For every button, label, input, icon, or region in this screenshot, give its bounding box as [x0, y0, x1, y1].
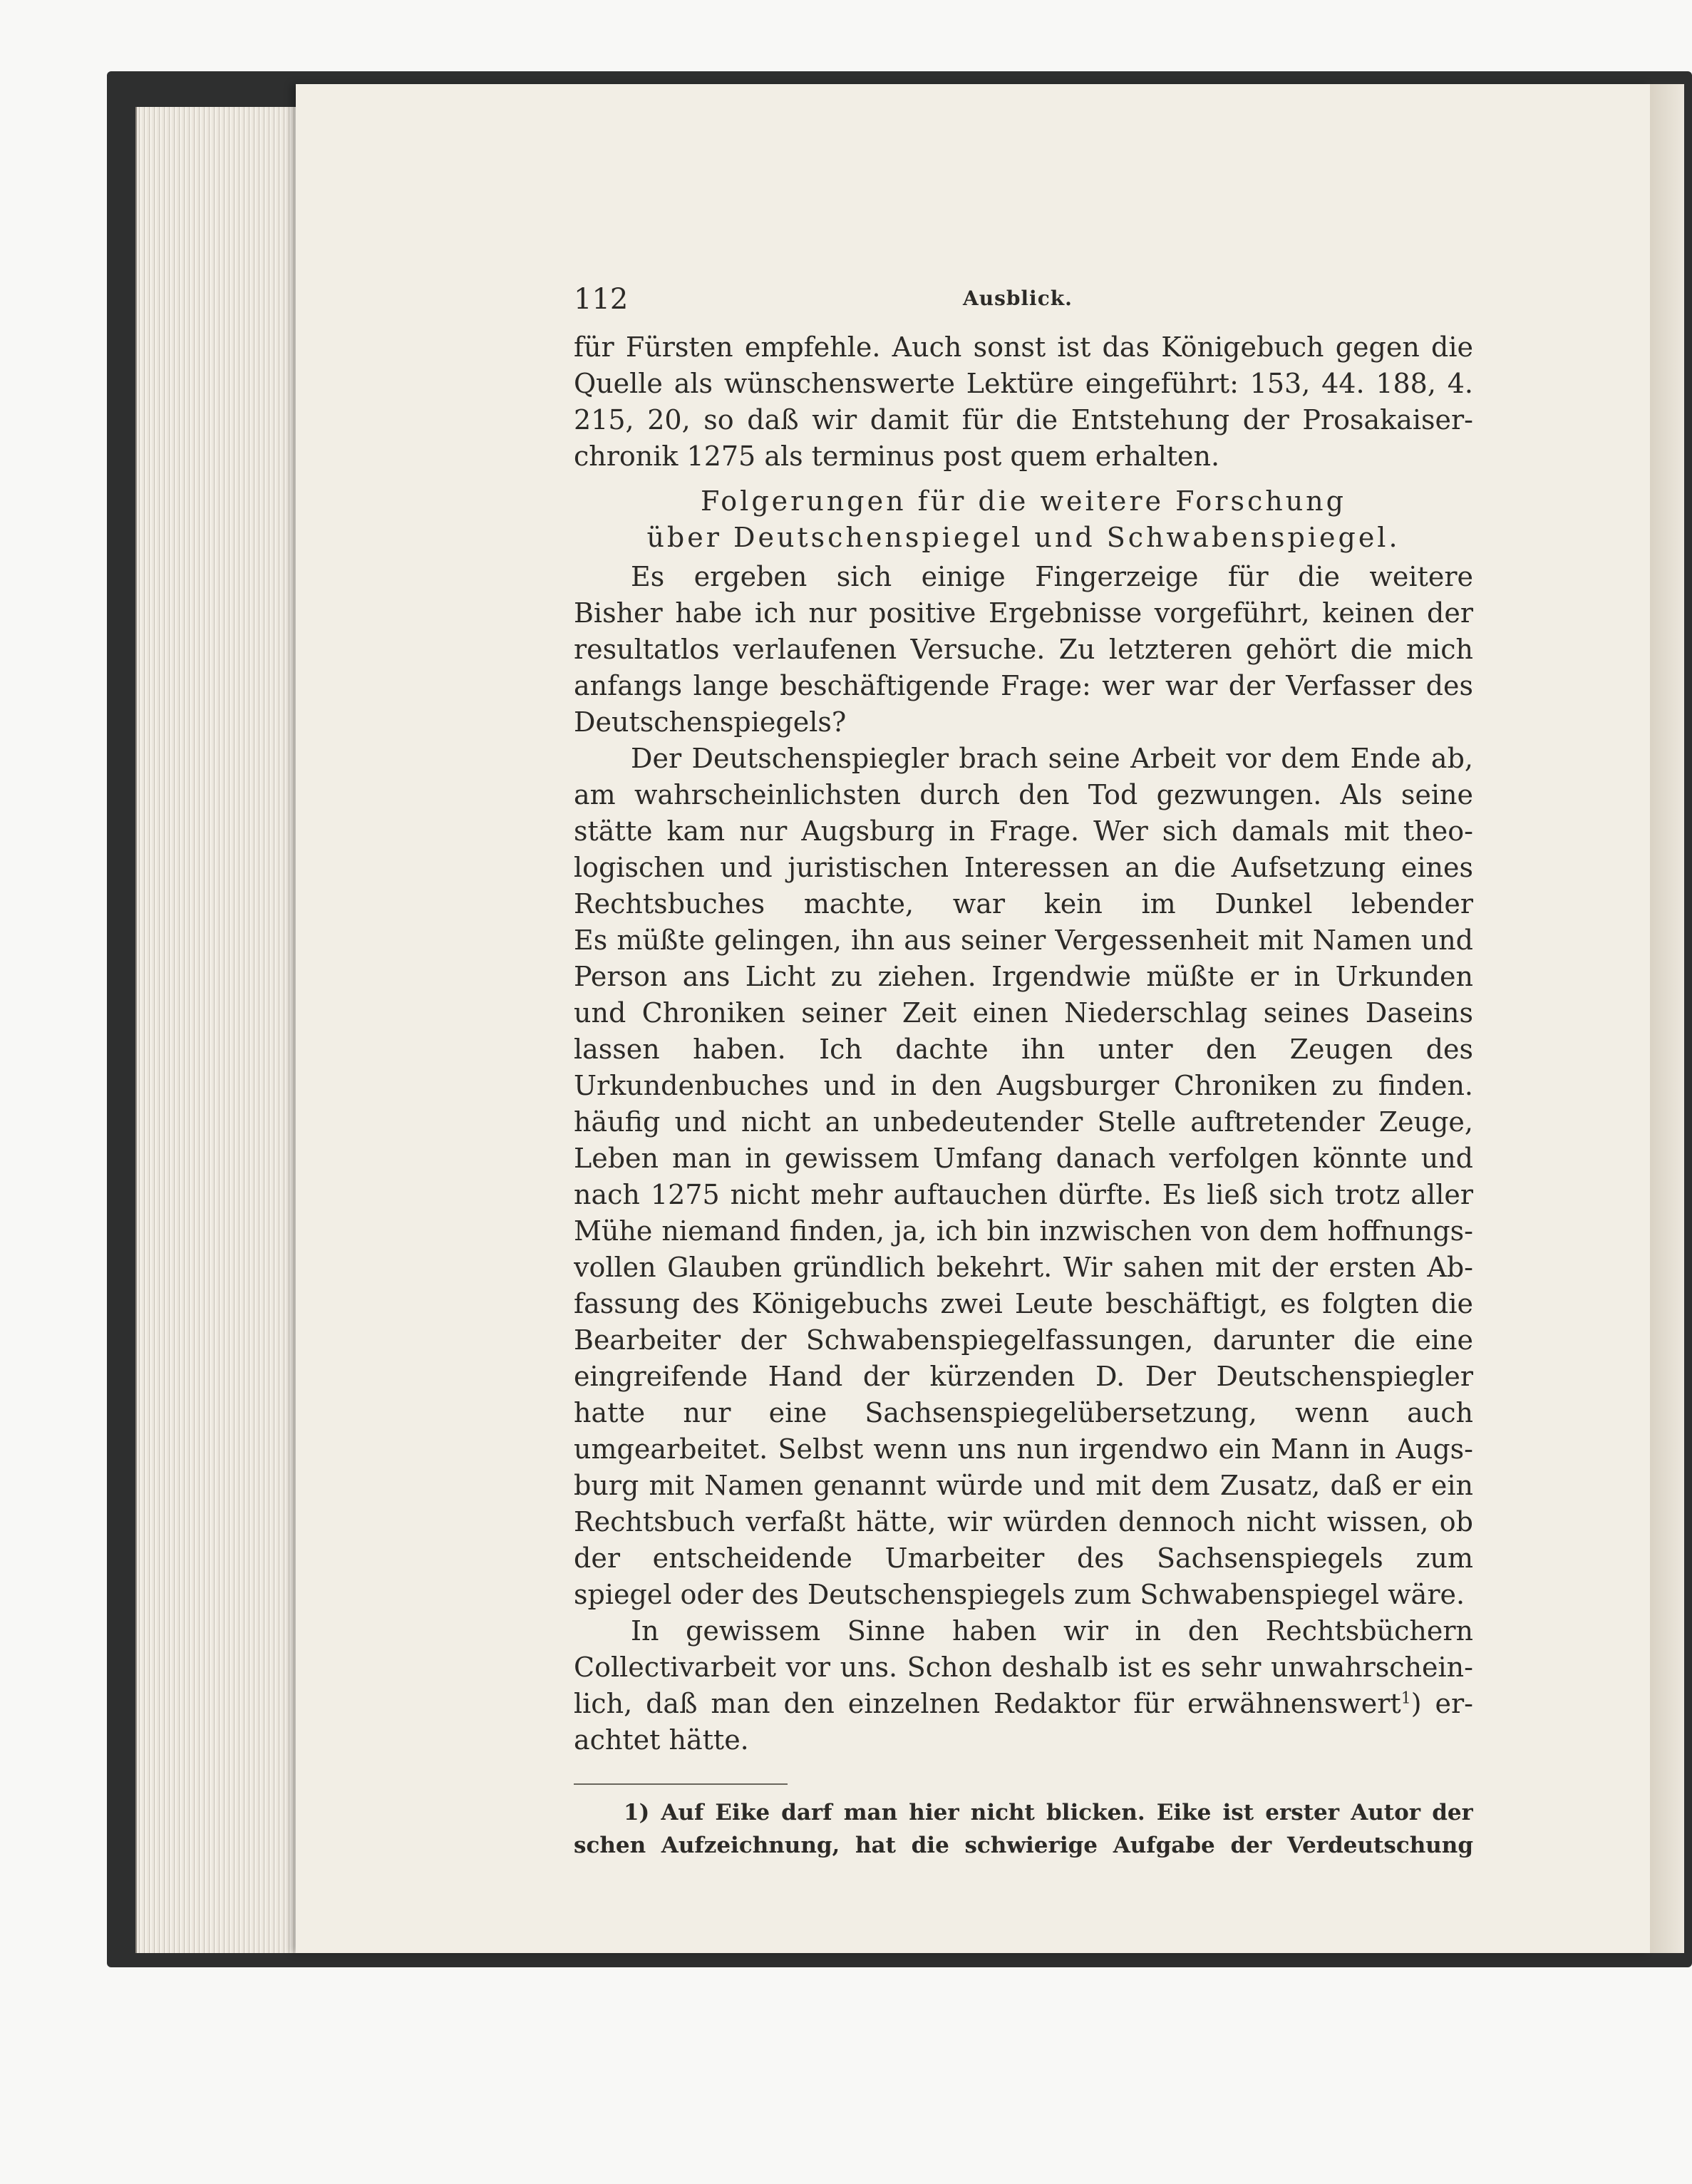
text-line: burg mit Namen genannt würde und mit dem Zusatz, daß er ein [574, 1470, 1473, 1501]
heading-line: Folgerungen für die weitere Forschung [701, 485, 1346, 517]
text-line: Bisher habe ich nur positive Ergebnisse vorgeführt, keinen der [574, 597, 1473, 629]
heading-line: über Deutschenspiegel und Schwabenspiegel. [646, 522, 1400, 553]
text-line: Leben man in gewissem Umfang danach verfolgen könnte und [574, 1143, 1473, 1174]
body-text [574, 329, 1473, 1758]
text-line: Person ans Licht zu ziehen. Irgendwie müßte er in Urkunden [574, 961, 1473, 992]
text-line: Deutschenspiegels? [574, 706, 847, 738]
page-number: 112 [574, 283, 629, 316]
text-line: Rechtsbuch verfaßt hätte, wir würden dennoch nicht wissen, ob [574, 1506, 1473, 1537]
text-line: und Chroniken seiner Zeit einen Niederschlag seines Daseins [574, 997, 1473, 1029]
text-line: Collectivarbeit vor uns. Schon deshalb ist es sehr unwahrschein- [574, 1652, 1473, 1683]
text-line: Der Deutschenspiegler brach seine Arbeit vor dem Ende ab, [631, 743, 1473, 774]
text-line: der entscheidende Umarbeiter des Sachsenspiegels zum [574, 1542, 1473, 1574]
text-line: am wahrscheinlichsten durch den Tod gezwungen. Als seine [574, 779, 1473, 810]
footnote-rule [574, 1783, 788, 1785]
text-line: stätte kam nur Augsburg in Frage. Wer sich damals mit theo- [574, 815, 1473, 847]
footnote [574, 1796, 1473, 1862]
text-line: eingreifende Hand der kürzenden D. Der Deutschenspiegler [574, 1361, 1473, 1392]
text-line: Urkundenbuches und in den Augsburger Chroniken zu finden. [574, 1070, 1473, 1101]
text-line: logischen und juristischen Interessen an die Aufsetzung eines [574, 852, 1473, 883]
paragraph [574, 559, 1473, 741]
footnote-marker: 1 [1400, 1689, 1411, 1708]
text-line: umgearbeitet. Selbst wenn uns nun irgendwo ein Mann in Augs- [574, 1433, 1473, 1465]
text-line: Rechtsbuches machte, war kein im Dunkel lebender [574, 888, 1473, 920]
text-line: Es ergeben sich einige Fingerzeige für die weitere [631, 561, 1473, 592]
footnote-line: 1) Auf Eike darf man hier nicht blicken. Eike ist erster Autor der [624, 1800, 1473, 1825]
running-head: Ausblick. [963, 287, 1073, 310]
text-line: chronik 1275 als terminus post quem erhalten. [574, 441, 1220, 472]
text-line: Quelle als wünschenswerte Lektüre eingeführt: 153, 44. 188, 4. [574, 368, 1473, 399]
next-page-edge [1650, 84, 1684, 1953]
text-line: fassung des Königebuchs zwei Leute beschäftigt, es folgten die [574, 1288, 1473, 1319]
text-line: achtet hätte. [574, 1724, 749, 1756]
text-line: häufig und nicht an unbedeutender Stelle auftretender Zeuge, [574, 1106, 1473, 1138]
text-line: resultatlos verlaufenen Versuche. Zu letzteren gehört die mich [574, 634, 1473, 665]
text-line: hatte nur eine Sachsenspiegelübersetzung, wenn auch [574, 1397, 1473, 1428]
text-line: nach 1275 nicht mehr auftauchen dürfte. Es ließ sich trotz aller [574, 1179, 1473, 1210]
text-line: spiegel oder des Deutschenspiegels zum Schwabenspiegel wäre. [574, 1579, 1465, 1610]
text-line: anfangs lange beschäftigende Frage: wer war der Verfasser des [574, 670, 1473, 701]
page-edge-stack [135, 107, 301, 1953]
text-line: lassen haben. Ich dachte ihn unter den Zeugen des [574, 1034, 1473, 1065]
paragraph [574, 1613, 1473, 1758]
text-line: Mühe niemand finden, ja, ich bin inzwischen von dem hoffnungs- [574, 1215, 1473, 1247]
text-line: Bearbeiter der Schwabenspiegelfassungen, darunter die eine [574, 1324, 1473, 1356]
section-heading [574, 483, 1473, 556]
text-line: vollen Glauben gründlich bekehrt. Wir sahen mit der ersten Ab- [574, 1252, 1473, 1283]
text-line: Es müßte gelingen, ihn aus seiner Vergessenheit mit Namen und [574, 924, 1473, 956]
paragraph [574, 329, 1473, 475]
text-line: für Fürsten empfehle. Auch sonst ist das Königebuch gegen die [574, 331, 1473, 363]
text-segment: lich, daß man den einzelnen Redaktor für erwähnenswert [574, 1688, 1401, 1719]
text-line-with-footnote [574, 1686, 1473, 1722]
page-header [574, 282, 1473, 317]
paragraph [574, 741, 1473, 1613]
text-line: 215, 20, so daß wir damit für die Entstehung der Prosakaiser- [574, 404, 1473, 436]
footnote-line: schen Aufzeichnung, hat die schwierige Aufgabe der Verdeutschung [574, 1833, 1473, 1858]
text-line: In gewissem Sinne haben wir in den Rechtsbüchern [631, 1615, 1473, 1647]
text-segment: ) er- [1410, 1688, 1473, 1719]
